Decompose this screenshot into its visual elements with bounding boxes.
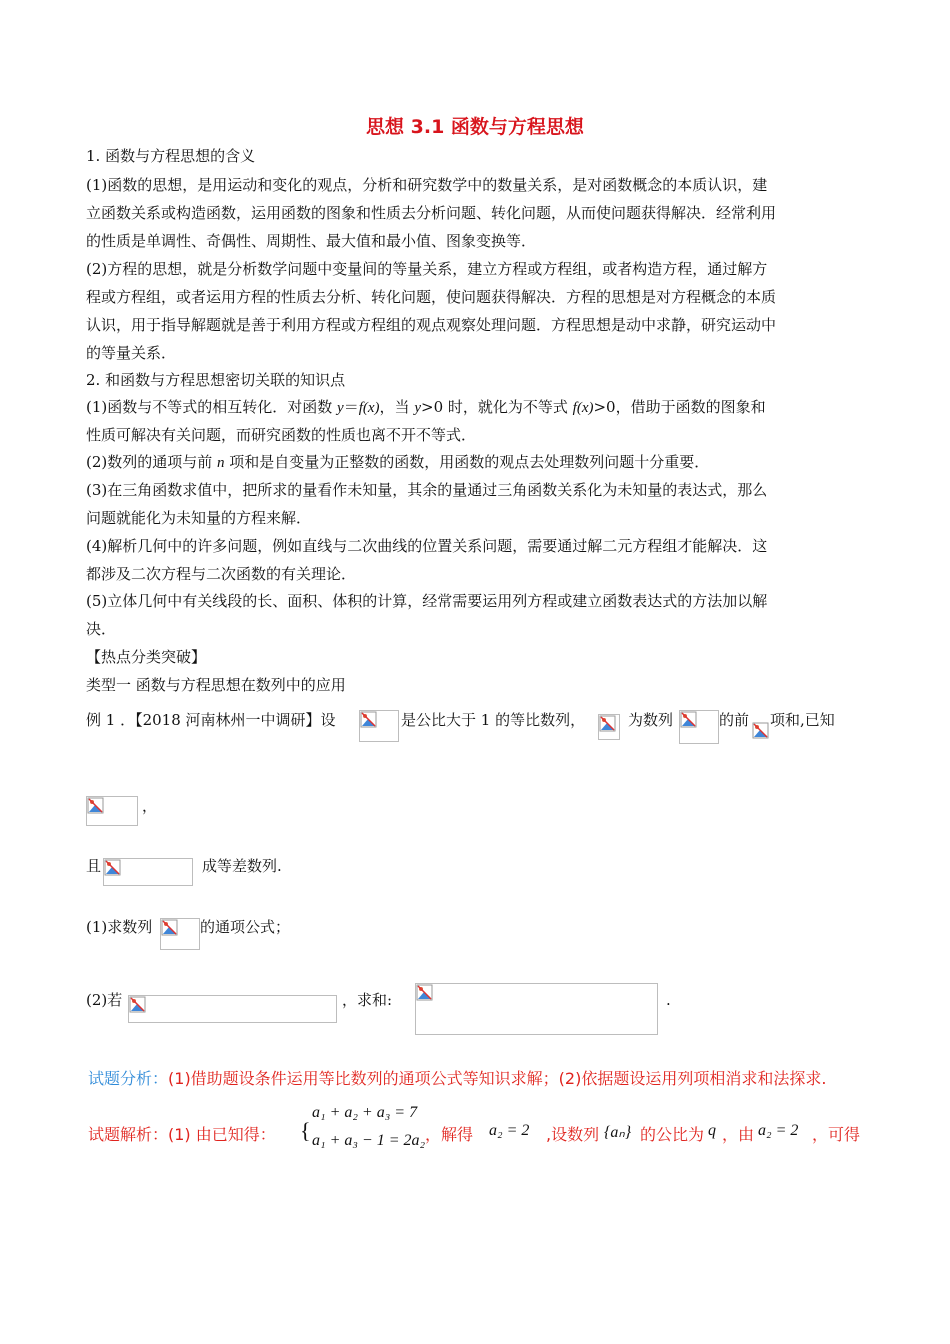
- paragraph-line: 认识，用于指导解题就是善于利用方程或方程组的观点观察处理问题．方程思想是动中求静，研究运动中: [86, 316, 777, 334]
- broken-image-icon: [598, 714, 620, 740]
- question-1: 的通项公式；: [200, 918, 291, 936]
- text: >0，借助于函数的图象和: [593, 398, 766, 416]
- paragraph-line: 决．: [86, 620, 117, 638]
- hot-topic-heading: 【热点分类突破】: [86, 648, 207, 666]
- text: 项和是自变量为正整数的函数，用函数的观点去处理数列问题十分重要．: [224, 453, 710, 471]
- question-2: ，求和:: [342, 991, 393, 1009]
- text: >0 时，就化为不等式: [421, 398, 573, 416]
- math-expression: q: [708, 1122, 716, 1139]
- example-text: 为数列: [628, 711, 674, 729]
- example-text: 且: [86, 857, 102, 875]
- broken-image-icon: [103, 858, 193, 886]
- math: (x): [362, 400, 380, 416]
- paragraph-line: 性质可解决有关问题，而研究函数的性质也离不开不等式．: [86, 426, 477, 444]
- math: n: [217, 455, 225, 471]
- broken-image-icon: [359, 710, 399, 742]
- text: ＝: [343, 398, 359, 416]
- broken-image-icon: [415, 983, 658, 1035]
- math-expression: a₂ = 2: [758, 1122, 799, 1139]
- paragraph-line: (2)方程的思想，就是分析数学问题中变量间的等量关系，建立方程或方程组，或者构造方程，通过解方: [86, 260, 768, 278]
- question-2: .: [666, 991, 671, 1009]
- solution-label: 试题解析：(1) 由已知得：: [88, 1125, 276, 1144]
- example-text: 项和,已知: [770, 711, 835, 729]
- solution-text: ，解得: [425, 1125, 474, 1144]
- paragraph-line: 的性质是单调性、奇偶性、周期性、最大值和最小值、图象变换等．: [86, 232, 537, 250]
- example-text: 是公比大于 1 的等比数列，: [401, 711, 586, 729]
- math: (x): [576, 400, 594, 416]
- paragraph-line: 的等量关系．: [86, 344, 177, 362]
- broken-image-icon: [752, 722, 770, 738]
- equation-2: a₁ + a₃ − 1 = 2a₂: [312, 1132, 426, 1149]
- paragraph-line: 问题就能化为未知量的方程来解．: [86, 509, 312, 527]
- paragraph-line: [86, 398, 866, 417]
- broken-image-icon: [86, 796, 138, 826]
- section-1-heading: 1. 函数与方程思想的含义: [86, 147, 256, 165]
- text: (1)函数与不等式的相互转化．对函数: [86, 398, 338, 416]
- question-1: (1)求数列: [86, 918, 153, 936]
- example-text: 例 1 ．【2018 河南林州一中调研】设: [86, 711, 336, 729]
- broken-image-icon: [128, 995, 337, 1023]
- type-heading: 类型一 函数与方程思想在数列中的应用: [86, 676, 346, 694]
- broken-image-icon: [160, 918, 200, 950]
- math: f: [572, 400, 577, 416]
- brace: {: [300, 1118, 311, 1143]
- paragraph-line: 程或方程组，或者运用方程的性质去分析、转化问题，使问题获得解决．方程的思想是对方程概念的本质: [86, 288, 777, 306]
- question-2: (2)若: [86, 991, 123, 1009]
- paragraph-line: [86, 453, 866, 472]
- paragraph-line: (1)函数的思想，是用运动和变化的观点，分析和研究数学中的数量关系，是对函数概念的本质认识，建: [86, 176, 768, 194]
- analysis-label: 试题分析：: [88, 1069, 169, 1088]
- page-title: 思想 3.1 函数与方程思想: [366, 116, 584, 138]
- example-text: 的前: [719, 711, 750, 729]
- example-text: ，: [142, 797, 158, 815]
- math-expression: a₂ = 2: [489, 1122, 530, 1139]
- math: y: [414, 400, 421, 416]
- broken-image-icon: [679, 710, 719, 744]
- text: ，当: [379, 398, 415, 416]
- math-expression: {aₙ}: [604, 1124, 632, 1141]
- paragraph-line: 立函数关系或构造函数，运用函数的图象和性质去分析问题、转化问题，从而使问题获得解决．经常利用: [86, 204, 777, 222]
- paragraph-line: (5)立体几何中有关线段的长、面积、体积的计算，经常需要运用列方程或建立函数表达式的方法加以解: [86, 592, 768, 610]
- paragraph-line: 都涉及二次方程与二次函数的有关理论．: [86, 565, 357, 583]
- math: y: [337, 400, 344, 416]
- equation-1: a₁ + a₂ + a₃ = 7: [312, 1104, 418, 1121]
- solution-text: ，由: [722, 1125, 755, 1144]
- solution-text: ，可得: [812, 1125, 861, 1144]
- paragraph-line: (3)在三角函数求值中，把所求的量看作未知量，其余的量通过三角函数关系化为未知量的表达式，那么: [86, 481, 768, 499]
- solution-text: ,设数列: [546, 1125, 600, 1144]
- section-2-heading: 2. 和函数与方程思想密切关联的知识点: [86, 371, 346, 389]
- paragraph-line: (4)解析几何中的许多问题，例如直线与二次曲线的位置关系问题，需要通过解二元方程组才能解决．这: [86, 537, 768, 555]
- analysis-line: [88, 1066, 826, 1089]
- text: (2)数列的通项与前: [86, 453, 218, 471]
- example-text: 成等差数列.: [202, 857, 282, 875]
- analysis-text: (1)借助题设条件运用等比数列的通项公式等知识求解；(2)依据题设运用列项相消求和法探求.: [168, 1069, 827, 1088]
- solution-text: 的公比为: [640, 1125, 705, 1144]
- math: f: [358, 400, 363, 416]
